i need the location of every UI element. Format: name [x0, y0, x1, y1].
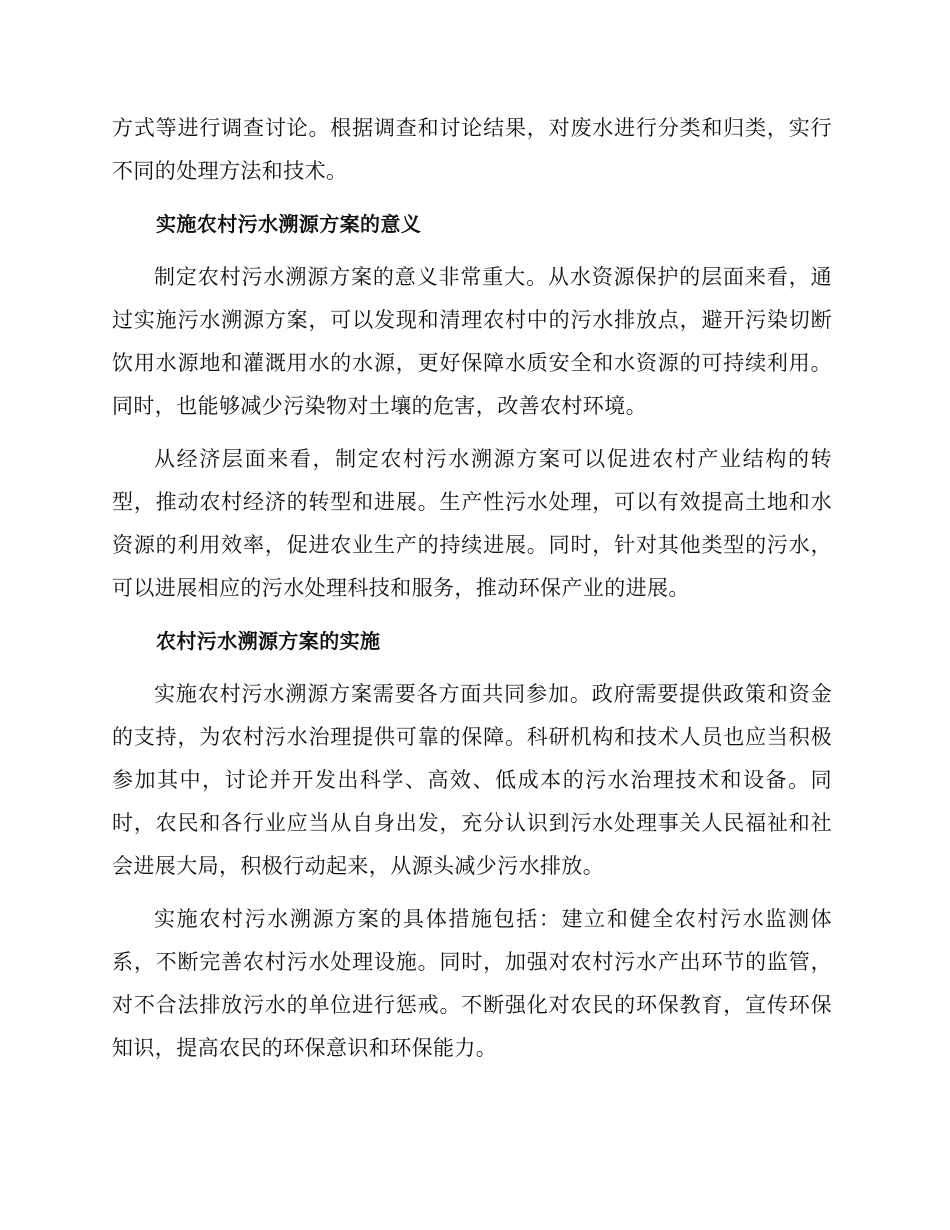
paragraph-participation: 实施农村污水溯源方案需要各方面共同参加。政府需要提供政策和资金的支持，为农村污水治理提供可靠的保障。科研机构和技术人员也应当积极参加其中，讨论并开发出科学、高效、低成本的污水治理技术和设备。同时，农民和各行业应当从自身出发，充分认识到污水处理事关人民福祉和社会进展大局，积极行动起来，从源头减少污水排放。 [112, 682, 832, 878]
paragraph-continuation: 方式等进行调查讨论。根据调查和讨论结果，对废水进行分类和归类，实行不同的处理方法和技术。 [112, 116, 832, 183]
spacer [112, 246, 832, 256]
spacer [112, 610, 832, 620]
document-body [112, 107, 832, 1070]
paragraph-economic: 从经济层面来看，制定农村污水溯源方案可以促进农村产业结构的转型，推动农村经济的转型和进展。生产性污水处理，可以有效提高土地和水资源的利用效率，促进农业生产的持续进展。同时，针对其他类型的污水，可以进展相应的污水处理科技和服务，推动环保产业的进展。 [112, 447, 832, 600]
spacer [112, 428, 832, 438]
paragraph-water-resources: 制定农村污水溯源方案的意义非常重大。从水资源保护的层面来看，通过实施污水溯源方案，可以发现和清理农村中的污水排放点，避开污染切断饮用水源地和灌溉用水的水源，更好保障水质安全和水资源的可持续利用。同时，也能够减少污染物对土壤的危害，改善农村环境。 [112, 265, 832, 418]
section-heading-significance: 实施农村污水溯源方案的意义 [156, 212, 422, 236]
spacer [112, 193, 832, 203]
section-heading-implementation: 农村污水溯源方案的实施 [156, 629, 381, 653]
paragraph-measures: 实施农村污水溯源方案的具体措施包括：建立和健全农村污水监测体系，不断完善农村污水处理设施。同时，加强对农村污水产出环节的监管，对不合法排放污水的单位进行惩戒。不断强化对农民的环保教育，宣传环保知识，提高农民的环保意识和环保能力。 [112, 907, 832, 1060]
spacer [112, 663, 832, 673]
spacer [112, 888, 832, 898]
